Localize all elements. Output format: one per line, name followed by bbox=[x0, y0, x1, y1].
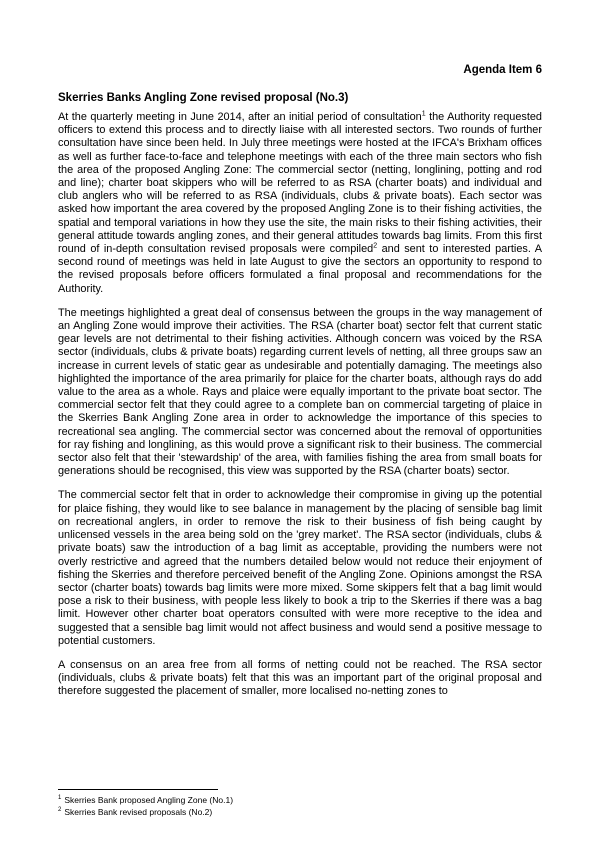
paragraph-4: A consensus on an area free from all forms of netting could not be reached. The RSA sector (individuals, clubs & private boats) felt that this was an important part of the original proposal and therefore suggested the placement of smaller, more localised no-netting zones to bbox=[58, 658, 542, 698]
paragraph-1-part-b: the Authority requested officers to extend this process and to directly liaise with all interested sectors. Two rounds of further consultation have since been held. In July three meetings were hosted at the IFCA's Brixham offices as well as further face-to-face and telephone meetings with each of the three main sectors who fish the area of the proposed Angling Zone: The commercial sector (netting, longlining, potting and rod and line); charter boat skippers who will be referred to as RSA (charter boats) and individual and club anglers who will be referred to as RSA (individuals, clubs & private boats). Each sector was asked how important the area covered by the proposed Angling Zone is to their fishing activities, the spatial and temporal variations in how they use the site, the main risks to their fishing activities, their general attitude towards angling zones, and their general attitudes towards bag limits. From this first round of in-depth consultation revised proposals were compiled bbox=[58, 111, 542, 256]
footnote-2-text: Skerries Bank revised proposals (No.2) bbox=[64, 806, 213, 817]
paragraph-1 bbox=[58, 111, 542, 296]
footnote-ref-2: 2 bbox=[373, 242, 378, 250]
footnote-2-number: 2 bbox=[58, 806, 62, 813]
footnote-ref-1: 1 bbox=[421, 110, 426, 118]
document-title: Skerries Banks Angling Zone revised proposal (No.3) bbox=[58, 92, 349, 104]
footnote-1-text: Skerries Bank proposed Angling Zone (No.1) bbox=[64, 795, 234, 805]
paragraph-3: The commercial sector felt that in order to acknowledge their compromise in giving up the potential for plaice fishing, they would like to see balance in management by the placing of sensible bag limit on recreational anglers, in order to remove the risk to their business of fish being caught by unlicensed vessels in the area being sold on the 'grey market'. The RSA sector (individuals, clubs & private boats) saw the introduction of a bag limit as acceptable, providing the numbers were not overly restrictive and agreed that the numbers detailed below would not reduce their enjoyment of fishing the Skerries and therefore perceived benefit of the Angling Zone. Opinions amongst the RSA sector (charter boats) towards bag limits were more mixed. Some skippers felt that a bag limit would pose a risk to their business, with people less likely to book a trip to the Skerries if there was a bag limit. However other charter boat operators consulted with were more receptive to the idea and suggested that a sensible bag limit would not affect business and would send a positive message to potential customers. bbox=[58, 489, 542, 647]
paragraph-1-part-a: At the quarterly meeting in June 2014, after an initial period of consultation bbox=[58, 111, 422, 123]
footnote-1-number: 1 bbox=[58, 795, 62, 802]
footnotes bbox=[58, 795, 233, 818]
footnote-1 bbox=[58, 795, 233, 807]
footnote-divider bbox=[58, 789, 218, 790]
agenda-item-label: Agenda Item 6 bbox=[463, 64, 542, 76]
paragraph-2: The meetings highlighted a great deal of consensus between the groups in the way management of an Angling Zone would improve their activities. The RSA (charter boat) sector felt that current static gear levels are not detrimental to their fishing activities. Although concern was voiced by the RSA sector (individuals, clubs & private boats) regarding current levels of netting, all three groups saw an increase in current levels of static gear as undesirable and potentially damaging. The meetings also highlighted the importance of the area primarily for plaice for the charter boats, although rays do add value to the area as a whole. Rays and plaice were equally important to the private boat sector. The commercial sector felt that they could agree to a complete ban on commercial targeting of plaice in the Skerries Bank Angling Zone area in order to acknowledge the importance of this species to recreational sea angling. The commercial sector was concerned about the removal of opportunities for ray fishing and longlining, as this would prove a significant risk to their business. The commercial sector also felt that their 'stewardship' of the area, with families fishing the area from small boats for generations should be recognised, this view was supported by the RSA (charter boats) sector. bbox=[58, 306, 542, 478]
footnote-2 bbox=[58, 807, 233, 819]
paragraph-1-part-c: and sent to interested parties. A second round of meetings was held in late August to give the sectors an opportunity to respond to the revised proposals before officers formulated a final proposal and recommendations for the Authority. bbox=[58, 243, 542, 295]
